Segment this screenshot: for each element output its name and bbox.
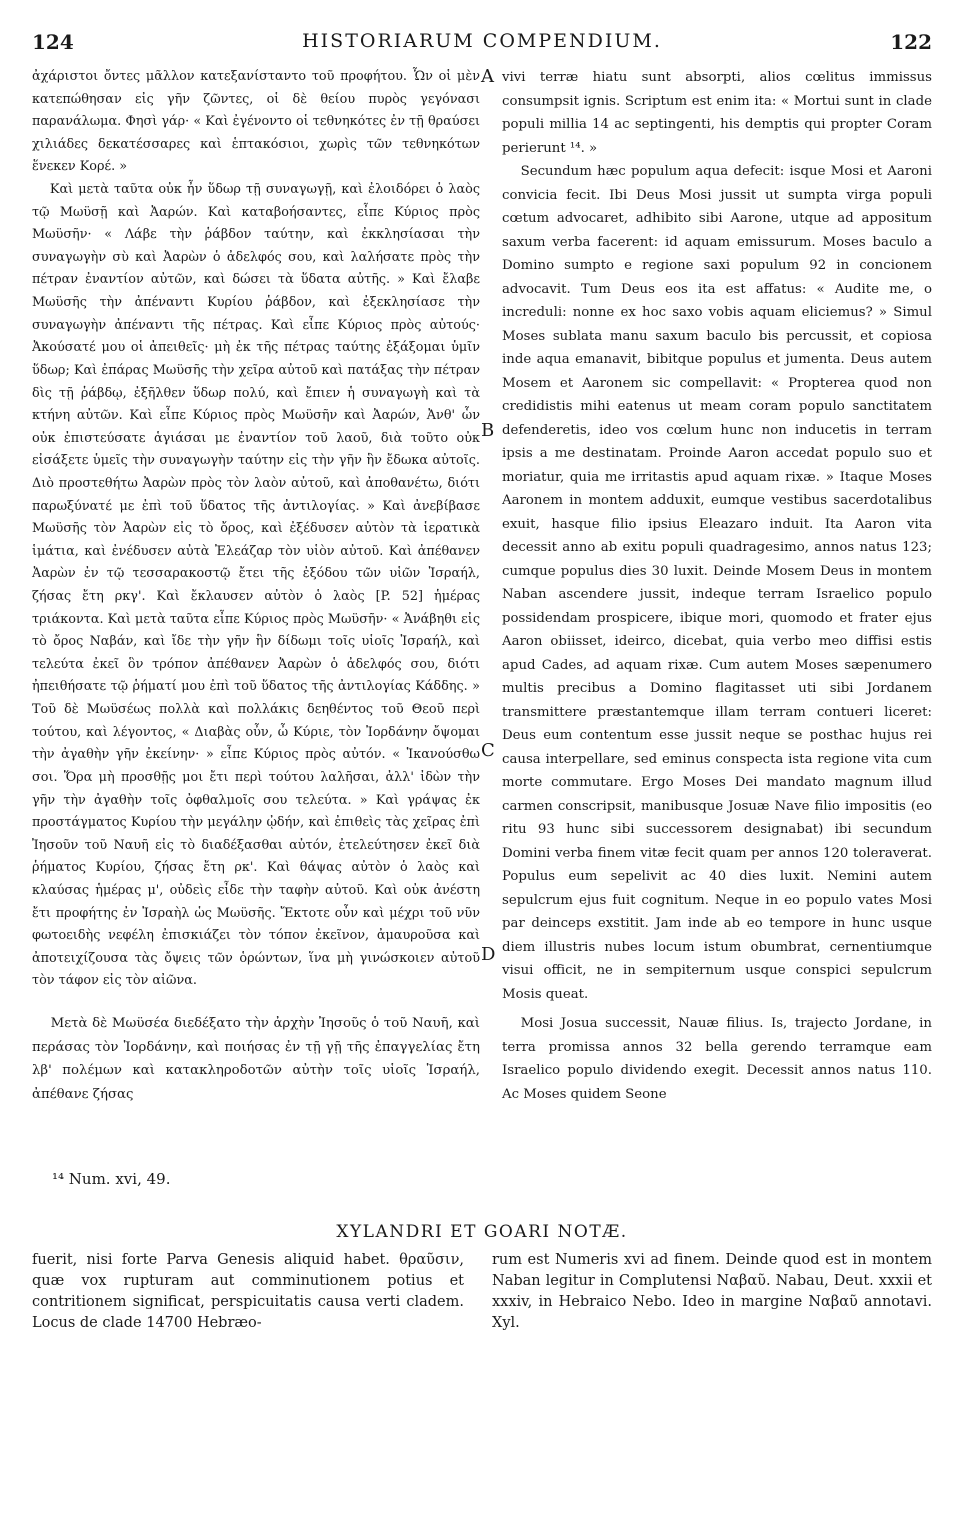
greek-paragraph-2: Μετὰ δὲ Μωϋσέα διεδέξατο τὴν ἀρχὴν Ἰησοῦς ὁ τοῦ Ναυῆ, καὶ περάσας τὸν Ἰορδάνην, καὶ ποιήσας ἐν τῇ γῇ τῆς ἐπαγγελίας ἔτη λβ' πολέμων καὶ κατακληροδοτῶν αὐτὴν τοῖς υἱοῖς Ἰσραήλ, ἀπέθανε ζήσας xyxy=(32,1016,480,1102)
margin-mark-c: C xyxy=(481,740,495,761)
greek-text-column-2 xyxy=(32,1012,480,1106)
notes-title: XYLANDRI ET GOARI NOTÆ. xyxy=(336,1222,628,1242)
latin-paragraph: Secundum hæc populum aqua defecit: isque Mosi et Aaroni convicia fecit. Ibi Deus Mosi jussit ut sumpta virga populi cœtum advocaret, adhibito sibi Aarone, utque ad appositum saxum verba facerent: id aquam emissurum. Moses baculo a Domino sumpto e regione saxi populum 92 in concionem advocavit. Tum Deus eos ita est affatus: « Audite me, o increduli: nonne ex hoc saxo vobis aquam eliciemus? » Simul Moses sublata manu saxum baculo bis percussit, et copiosa inde aqua emanavit, bibitque populus et jumenta. Deus autem Mosem et Aaronem sic compellavit: « Propterea quod non credidistis mihi eatenus ut meam coram populo sanctitatem defenderetis, ideo vos cœlum hunc non inducetis in terram ipsis a me destinatam. Proinde Aaron accedat populo suo et moriatur, quia me irritastis apud aquam rixæ. » Itaque Moses Aaronem in montem adduxit, eumque vestibus sacerdotalibus exuit, hasque filio ipsius Eleazaro induit. Ita Aaron vita decessit anno ab exitu populi quadragesimo, annos natus 123; cumque populus dies 30 luxit. Deinde Mosem Deus in montem Naban ascendere jussit, indeque terram Israelico populo possidendam prospicere, ibique mori, quomodo et frater ejus Aaron obiisset, ideirco, dicebat, quia verbo meo diffisi estis apud Cades, ad aquam rixæ. Cum autem Moses sæpenumero multis precibus a Domino flagitasset uti sibi Jordanem transmittere præstantemque illam terram contueri liceret: Deus eum contentum esse jussit neque se posthac hujus rei causa interpellare, sed eminus conspecta ista regione vita cum morte commutare. Ergo Moses Dei mandato magnum illud carmen conscripsit, manibusque Josuæ Nave filio impositis (eo ritu 93 hunc sibi successorem designabat) ibi secundum Domini verba finem vitæ fecit quam per annos 120 toleraverat. Populus eum sepelivit ac 40 dies luxit. Nemini autem sepulcrum ejus fuit cognitum. Neque in eo populo vates Mosi par deinceps exstitit. Jam inde ab eo tempore in hunc usque diem illustris nubes locum istum obumbrat, cernentiumque visui officit, ne in sempiternum usque conspici sepulcrum Mosis queat. xyxy=(502,164,932,1002)
latin-text-column xyxy=(502,66,932,1006)
notes-left-column: fuerit, nisi forte Parva Genesis aliquid habet. θραῦσιν, quæ vox rupturam aut comminutionem potius et contritionem significat, perspicuitatis causa verti cladem. Locus de clade 14700 Hebræo- xyxy=(32,1252,464,1331)
margin-mark-a: A xyxy=(481,66,494,87)
margin-mark-d: D xyxy=(481,944,496,965)
latin-paragraph: vivi terræ hiatu sunt absorpti, alios cœlitus immissus consumpsit ignis. Scriptum est enim ita: « Mortui sunt in clade populi millia 14 ac septingenti, his demptis qui propter Coram perierunt ¹⁴. » xyxy=(502,70,932,156)
footnote: ¹⁴ Num. xvi, 49. xyxy=(52,1170,171,1188)
latin-text-column-2 xyxy=(502,1012,932,1106)
page-header xyxy=(32,30,932,58)
greek-paragraph: ἀχάριστοι ὄντες μᾶλλον κατεξανίσταντο τοῦ προφήτου. Ὧν οἱ μὲν κατεπώθησαν εἰς γῆν ζῶντες, οἱ δὲ θείου πυρὸς γεγόνασι παρανάλωμα. Φησὶ γάρ· « Καὶ ἐγένοντο οἱ τεθνηκότες ἐν τῇ θραύσει χιλιάδες δεκατέσσαρες καὶ ἑπτακόσιοι, χωρὶς τῶν τεθνηκότων ἕνεκεν Κορέ. » xyxy=(32,69,480,175)
notes-right-column: rum est Numeris xvi ad finem. Deinde quod est in montem Naban legitur in Complutensi Ναβαῦ. Nabau, Deut. xxxii et xxxiv, in Hebraico Nebo. Ideo in margine Ναβαῦ annotavi. Xyl. xyxy=(492,1252,932,1331)
greek-paragraph: Καὶ μετὰ ταῦτα οὐκ ἦν ὕδωρ τῇ συναγωγῇ, καὶ ἐλοιδόρει ὁ λαὸς τῷ Μωϋσῇ καὶ Ἀαρών. Καὶ καταβοήσαντες, εἶπε Κύριος πρὸς Μωϋσῆν· « Λάβε τὴν ῥάβδον ταύτην, καὶ ἐκκλησίασαι τὴν συναγωγὴν σὺ καὶ Ἀαρὼν ὁ ἀδελφός σου, καὶ λαλήσατε πρὸς τὴν πέτραν ἐναντίον αὐτῶν, καὶ δώσει τὰ ὕδατα αὐτῆς. » Καὶ ἔλαβε Μωϋσῆς τὴν ἀπέναντι Κυρίου ῥάβδον, καὶ ἐξεκλησίασε τὴν συναγωγὴν ἀπέναντι τῆς πέτρας. Καὶ εἶπε Κύριος πρὸς αὐτούς· Ἀκούσατέ μου οἱ ἀπειθεῖς· μὴ ἐκ τῆς πέτρας ταύτης ἐξάξομαι ὑμῖν ὕδωρ; Καὶ ἐπάρας Μωϋσῆς τὴν χεῖρα αὐτοῦ καὶ πατάξας τὴν πέτραν δὶς τῇ ῥάβδῳ, ἐξῆλθεν ὕδωρ πολύ, καὶ ἔπιεν ἡ συναγωγὴ καὶ τὰ κτήνη αὐτῶν. Καὶ εἶπε Κύριος πρὸς Μωϋσῆν καὶ Ἀαρών, Ἀνθ' ὧν οὐκ ἐπιστεύσατε ἁγιάσαι με ἐναντίον τοῦ λαοῦ, διὰ τοῦτο οὐκ εἰσάξετε ὑμεῖς τὴν συναγωγὴν ταύτην εἰς τὴν γῆν ἣν ἔδωκα αὐτοῖς. Διὸ προστεθήτω Ἀαρὼν πρὸς τὸν λαὸν αὐτοῦ, καὶ ἀποθανέτω, διότι παρωξύνατέ με ἐπὶ τοῦ ὕδατος τῆς ἀντιλογίας. » Καὶ ἀνεβίβασε Μωϋσῆς τὸν Ἀαρὼν εἰς τὸ ὄρος, καὶ ἐξέδυσεν αὐτὸν τὰ ἱερατικὰ ἱμάτια, καὶ ἐνέδυσεν αὐτὰ Ἐλεάζαρ τὸν υἱὸν αὐτοῦ. Καὶ ἀπέθανεν Ἀαρὼν ἐν τῷ τεσσαρακοστῷ ἔτει τῆς ἐξόδου τῶν υἱῶν Ἰσραήλ, ζήσας ἔτη ρκγ'. Καὶ ἔκλαυσεν αὐτὸν ὁ λαὸς [P. 52] ἡμέρας τριάκοντα. Καὶ μετὰ ταῦτα εἶπε Κύριος πρὸς Μωϋσῆν· « Ἀνάβηθι εἰς τὸ ὄρος Ναβάν, καὶ ἴδε τὴν γῆν ἣν δίδωμι τοῖς υἱοῖς Ἰσραήλ, καὶ τελεύτα ἐκεῖ ὃν τρόπον ἀπέθανεν Ἀαρὼν ὁ ἀδελφός σου, διότι ἠπειθήσατε τῷ ῥήματί μου ἐπὶ τοῦ ὕδατος τῆς ἀντιλογίας Κάδδης. » Τοῦ δὲ Μωϋσέως πολλὰ καὶ πολλάκις δεηθέντος τοῦ Θεοῦ περὶ τούτου, καὶ λέγοντος, « Διαβὰς οὖν, ὦ Κύριε, τὸν Ἰορδάνην ὄψομαι τὴν ἀγαθὴν γῆν ἐκείνην· » εἶπε Κύριος πρὸς αὐτόν. « Ἱκανούσθω σοι. Ὅρα μὴ προσθῇς μοι ἔτι περὶ τούτου λαλῆσαι, ἀλλ' ἰδὼν τὴν γῆν τὴν ἀγαθὴν τοῖς ὀφθαλμοῖς σου τελεύτα. » Καὶ γράψας ἐκ προστάγματος Κυρίου τὴν μεγάλην ᾠδήν, καὶ ἐπιθεὶς τὰς χεῖρας ἐπὶ Ἰησοῦν τοῦ Ναυῆ εἰς τὸ διαδέξασθαι αὐτόν, ἐτελεύτησεν ἐκεῖ διὰ ῥήματος Κυρίου, ζήσας ἔτη ρκ'. Καὶ θάψας αὐτὸν ὁ λαὸς καὶ κλαύσας ἡμέρας μ', οὐδεὶς εἶδε τὴν ταφὴν αὐτοῦ. Καὶ οὐκ ἀνέστη ἔτι προφήτης ἐν Ἰσραὴλ ὡς Μωϋσῆς. Ἔκτοτε οὖν καὶ μέχρι τοῦ νῦν φωτοειδὴς νεφέλη ἐπισκιάζει τὸν τόπον ἐκεῖνον, ἀμαυροῦσα καὶ ἀποτειχίζουσα τὰς ὄψεις τῶν ὁρώντων, ἵνα μὴ γινώσκοιεν αὐτοῦ τὸν τάφον εἰς τὸν αἰῶνα. xyxy=(32,182,480,989)
latin-paragraph-2: Mosi Josua successit, Nauæ filius. Is, trajecto Jordane, in terra promissa annos 32 bella gerendo terramque eam Israelico populo dividendo exegit. Decessit annos natus 110. Ac Moses quidem Seone xyxy=(502,1016,932,1102)
margin-mark-b: B xyxy=(481,420,495,441)
page-number-left: 124 xyxy=(32,30,74,54)
greek-text-column xyxy=(32,66,480,993)
page-number-right: 122 xyxy=(890,30,932,54)
running-title: HISTORIARUM COMPENDIUM. xyxy=(302,30,662,52)
